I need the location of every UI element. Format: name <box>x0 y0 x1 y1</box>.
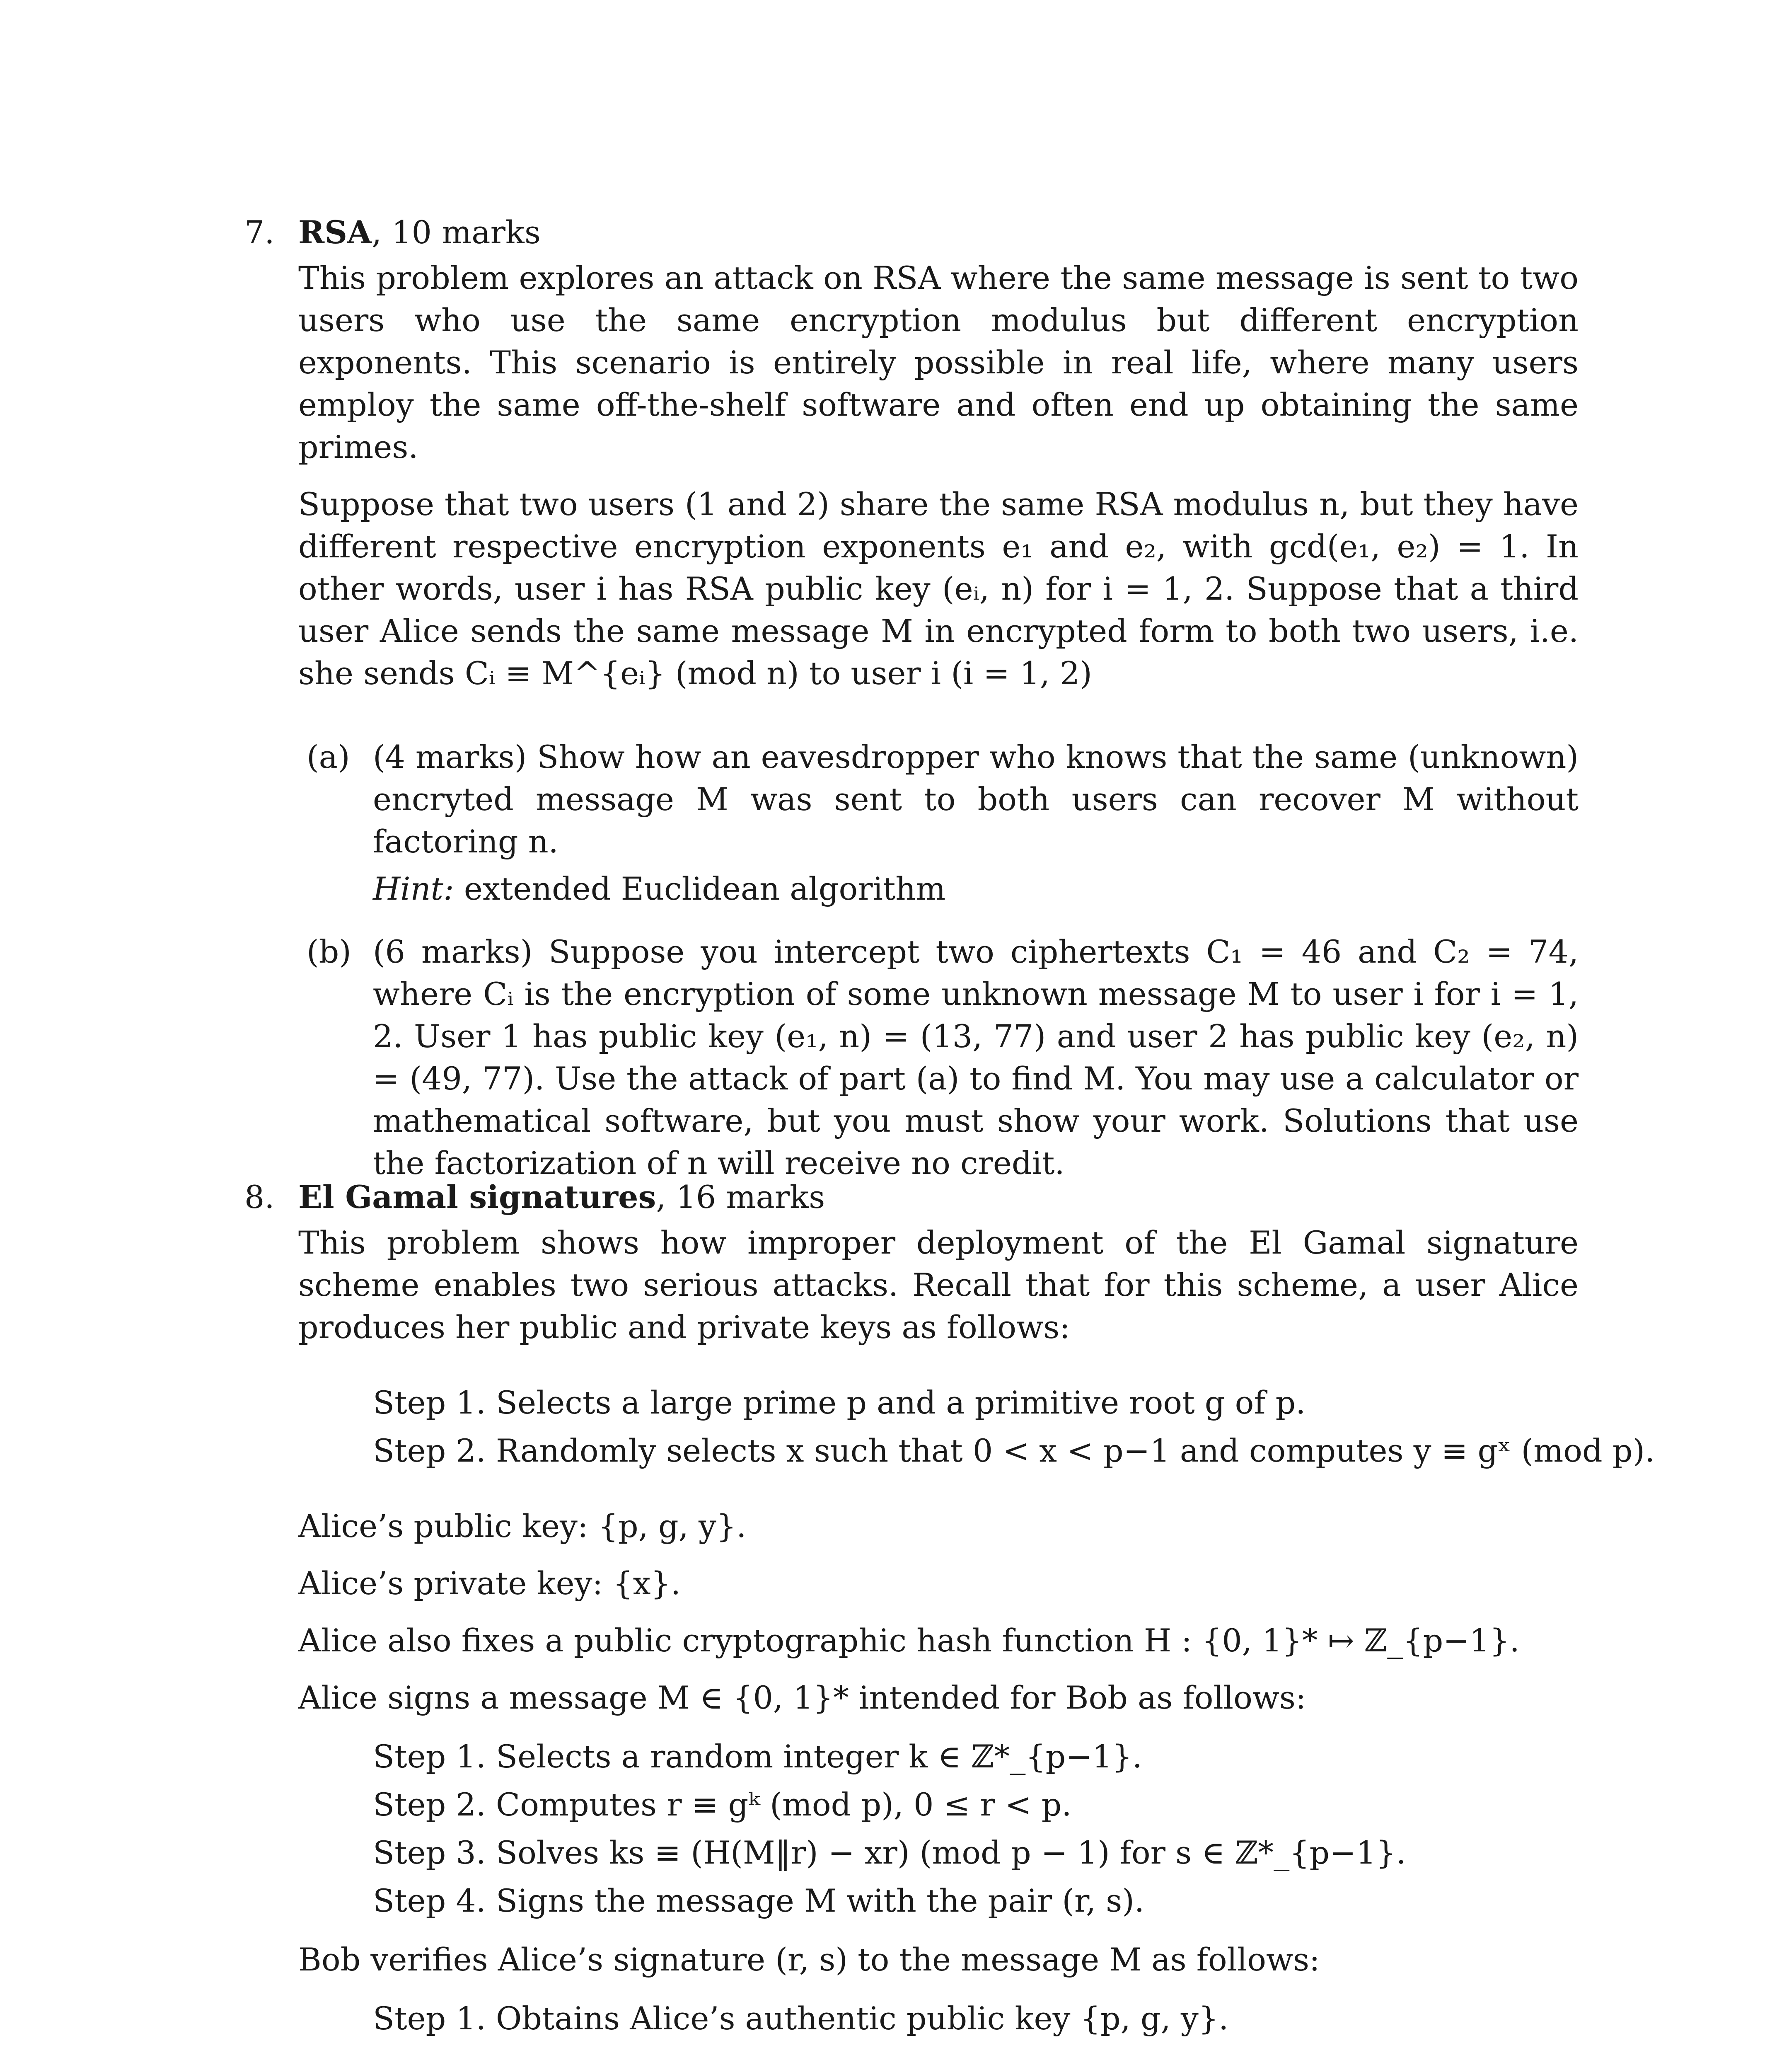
part-a-label: (a) <box>307 738 350 775</box>
problem-7-intro: This problem explores an attack on RSA where the same message is sent to two users who use the same encryption modulus but different encryption exponents. This scenario is entirely possible in real life, where many users employ the same off-the-shelf software and often end up obtaining the same primes. <box>298 259 1579 465</box>
problem-7-parts <box>298 736 1579 1184</box>
problem-7-title: RSA <box>298 214 372 251</box>
problem-7-setup: Suppose that two users (1 and 2) share the same RSA modulus n, but they have different respective encryption exponents e₁ and e₂, with gcd(e₁, e₂) = 1. In other words, user i has RSA public key (eᵢ, n) for i = 1, 2. Suppose that a third user Alice sends the same message M in encrypted form to both two users, i.e. she sends Cᵢ ≡ M^{eᵢ} (mod n) to user i (i = 1, 2) <box>298 486 1579 692</box>
problem-8-intro: This problem shows how improper deployment of the El Gamal signature scheme enables two serious attacks. Recall that for this scheme, a user Alice produces her public and private keys as follows: <box>298 1224 1579 1346</box>
part-a-text: (4 marks) Show how an eavesdropper who knows that the same (unknown) encryted message M was sent to both users can recover M without factoring n. <box>373 738 1579 860</box>
sign-step-1: Step 1. Selects a random integer k ∈ ℤ*_{p−1}. <box>373 1738 1142 1775</box>
sign-step-3: Step 3. Solves ks ≡ (H(M‖r) − xr) (mod p − 1) for s ∈ ℤ*_{p−1}. <box>373 1834 1406 1871</box>
problem-8 <box>244 1176 1655 2072</box>
keygen-steps <box>373 1382 1655 1472</box>
verify-steps <box>373 1997 1579 2040</box>
sign-step-2: Step 2. Computes r ≡ gᵏ (mod p), 0 ≤ r < p. <box>373 1786 1072 1823</box>
problem-7-part-a <box>298 736 1579 910</box>
problem-8-heading <box>244 1176 1579 1222</box>
problem-7-marks: , 10 marks <box>372 214 541 251</box>
problem-8-number: 8. <box>244 1179 275 1215</box>
problem-8-title: El Gamal signatures <box>298 1179 656 1215</box>
problem-8-marks: , 16 marks <box>656 1179 825 1215</box>
verify-step-1: Step 1. Obtains Alice’s authentic public key {p, g, y}. <box>373 2000 1229 2037</box>
problem-7-number: 7. <box>244 214 275 251</box>
keygen-step-1: Step 1. Selects a large prime p and a primitive root g of p. <box>373 1384 1306 1421</box>
verify-intro-line: Bob verifies Alice’s signature (r, s) to the message M as follows: <box>298 1941 1320 1978</box>
problem-7-heading <box>244 211 1579 257</box>
sign-intro-line: Alice signs a message M ∈ {0, 1}* intended for Bob as follows: <box>298 1679 1306 1716</box>
hint-text: extended Euclidean algorithm <box>454 870 946 907</box>
sign-step-4: Step 4. Signs the message M with the pair (r, s). <box>373 1882 1145 1919</box>
keygen-step-2: Step 2. Randomly selects x such that 0 < x < p−1 and computes y ≡ gˣ (mod p). <box>373 1432 1655 1469</box>
part-a-hint <box>373 868 1579 910</box>
private-key-line: Alice’s private key: {x}. <box>298 1565 681 1602</box>
hint-label: Hint: <box>373 870 454 907</box>
hash-function-line: Alice also fixes a public cryptographic hash function H : {0, 1}* ↦ ℤ_{p−1}. <box>298 1622 1520 1659</box>
problem-7 <box>244 211 1579 1205</box>
problem-7-part-b <box>298 931 1579 1184</box>
part-b-label: (b) <box>307 933 351 970</box>
public-key-line: Alice’s public key: {p, g, y}. <box>298 1508 747 1544</box>
sign-steps <box>373 1736 1579 1922</box>
part-b-text: (6 marks) Suppose you intercept two ciphertexts C₁ = 46 and C₂ = 74, where Cᵢ is the encryption of some unknown message M to user i for i = 1, 2. User 1 has public key (e₁, n) = (13, 77) and user 2 has public key (e₂, n) = (49, 77). Use the attack of part (a) to find M. You may use a calculator or mathematical software, but you must show your work. Solutions that use the factorization of n will receive no credit. <box>373 933 1579 1181</box>
